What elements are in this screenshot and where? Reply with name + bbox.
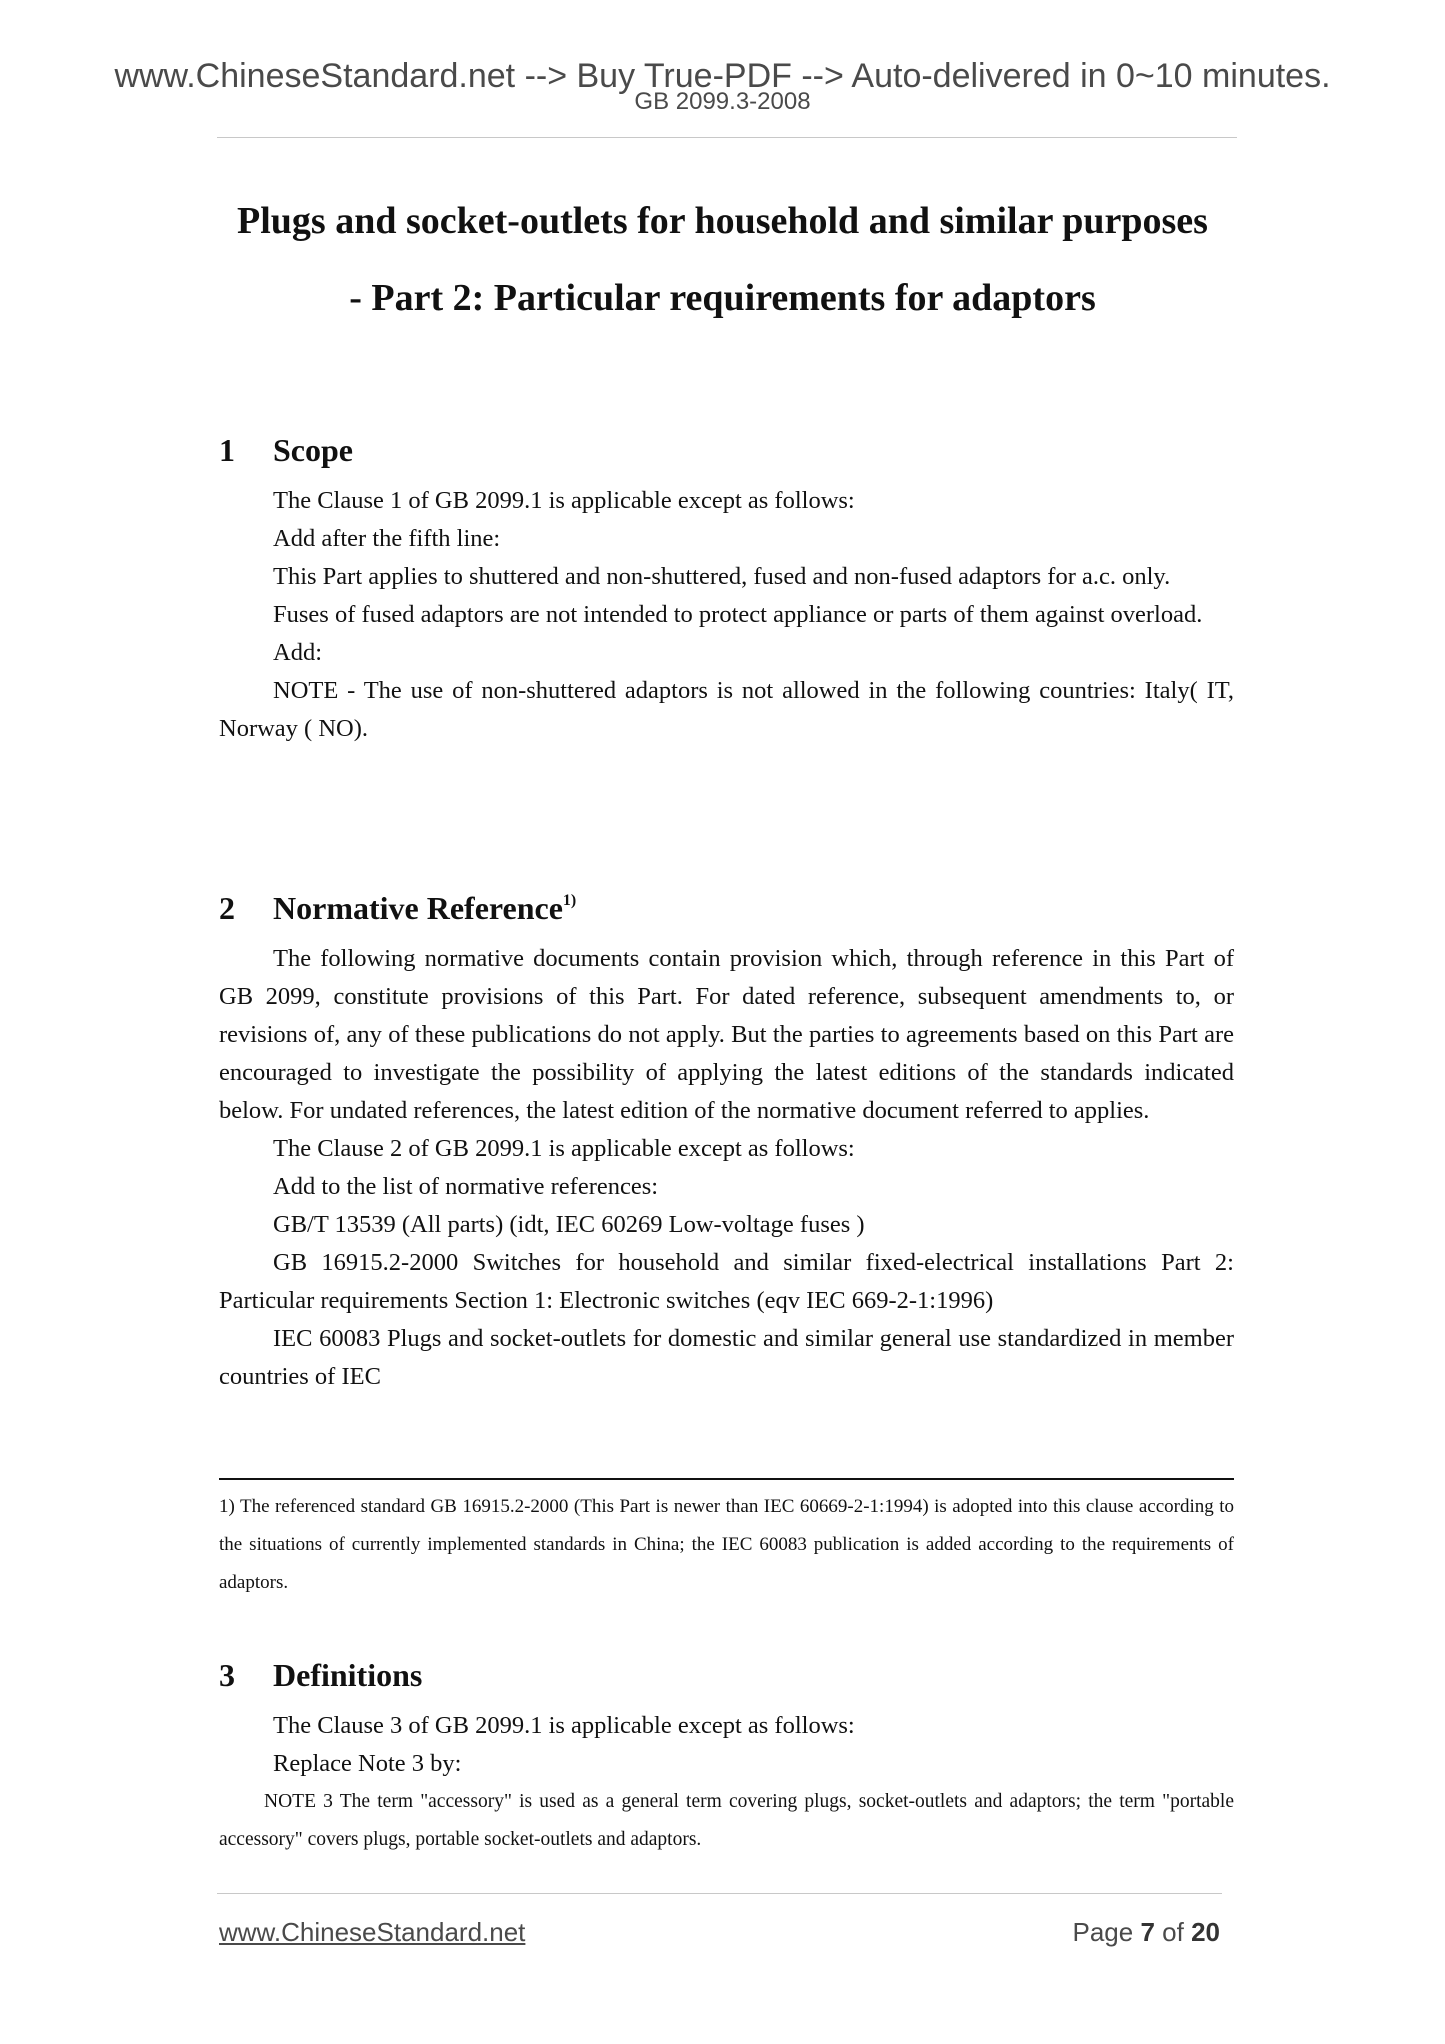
section-heading [219,430,1234,470]
section-number: 3 [219,1657,235,1693]
reference-item: IEC 60083 Plugs and socket-outlets for domestic and similar general use standardized in member countries of IEC [219,1325,1234,1390]
document-title-line-2: - Part 2: Particular requirements for adaptors [349,277,1096,319]
section-title: Definitions [273,1657,423,1693]
footnote-rule [219,1478,1234,1480]
section-number: 1 [219,432,235,468]
paragraph: The following normative documents contain provision which, through reference in this Part of GB 2099, constitute provisions of this Part. For dated reference, subsequent amendments to, or revisions of, any of these publications do not apply. But the parties to agreements based on this Part are encouraged to investigate the possibility of applying the latest editions of the standards indicated below. For undated references, the latest edition of the normative document referred to applies. [219,945,1234,1124]
footer-site-link[interactable]: www.ChineseStandard.net [219,1917,526,1947]
note-paragraph: NOTE - The use of non-shuttered adaptors is not allowed in the following countries: Italy( IT, Norway ( NO). [219,677,1234,742]
paragraph: Replace Note 3 by: [273,1750,462,1777]
paragraph: This Part applies to shuttered and non-shuttered, fused and non-fused adaptors for a.c. only. [273,563,1171,590]
page-prefix: Page [1072,1917,1134,1947]
section-heading [219,1655,1234,1695]
page-of: of [1162,1917,1184,1947]
paragraph: Fuses of fused adaptors are not intended to protect appliance or parts of them against overload. [273,601,1203,628]
page-current: 7 [1140,1917,1155,1947]
paragraph: Add after the fifth line: [273,525,501,552]
section-number: 2 [219,890,235,926]
standard-code: GB 2099.3-2008 [634,88,811,115]
header-divider [217,137,1237,138]
page-total: 20 [1191,1917,1220,1947]
section-heading [219,888,1234,928]
reference-item: GB 16915.2-2000 Switches for household and similar fixed-electrical installations Part 2: Particular requirements Section 1: Electronic switches (eqv IEC 669-2-1:1996) [219,1249,1234,1314]
section-title: Scope [273,432,353,468]
paragraph: The Clause 3 of GB 2099.1 is applicable except as follows: [273,1712,855,1739]
paragraph: Add: [273,639,322,666]
section-definitions [219,1655,1234,1859]
paragraph: The Clause 1 of GB 2099.1 is applicable except as follows: [273,487,855,514]
footnote: 1) The referenced standard GB 16915.2-2000 (This Part is newer than IEC 60669-2-1:1994) is adopted into this clause according to the situations of currently implemented standards in China; the IEC 60083 publication is added according to the requirements of adaptors. [219,1496,1234,1593]
paragraph: Add to the list of normative references: [273,1173,659,1200]
footer-divider [217,1893,1222,1894]
section-scope [219,430,1234,748]
reference-item: GB/T 13539 (All parts) (idt, IEC 60269 Low-voltage fuses ) [273,1211,865,1238]
promo-banner[interactable]: www.ChineseStandard.net --> Buy True-PDF --> Auto-delivered in 0~10 minutes. [114,57,1331,95]
note-paragraph: NOTE 3 The term "accessory" is used as a general term covering plugs, socket-outlets and adaptors; the term "portable accessory" covers plugs, portable socket-outlets and adaptors. [219,1791,1234,1850]
document-title-line-1: Plugs and socket-outlets for household and similar purposes [237,200,1208,242]
paragraph: The Clause 2 of GB 2099.1 is applicable except as follows: [273,1135,855,1162]
section-title: Normative Reference [273,890,563,926]
page-indicator [1072,1917,1220,1947]
footnote-marker: 1) [562,892,577,909]
section-normative-reference [219,888,1234,1396]
